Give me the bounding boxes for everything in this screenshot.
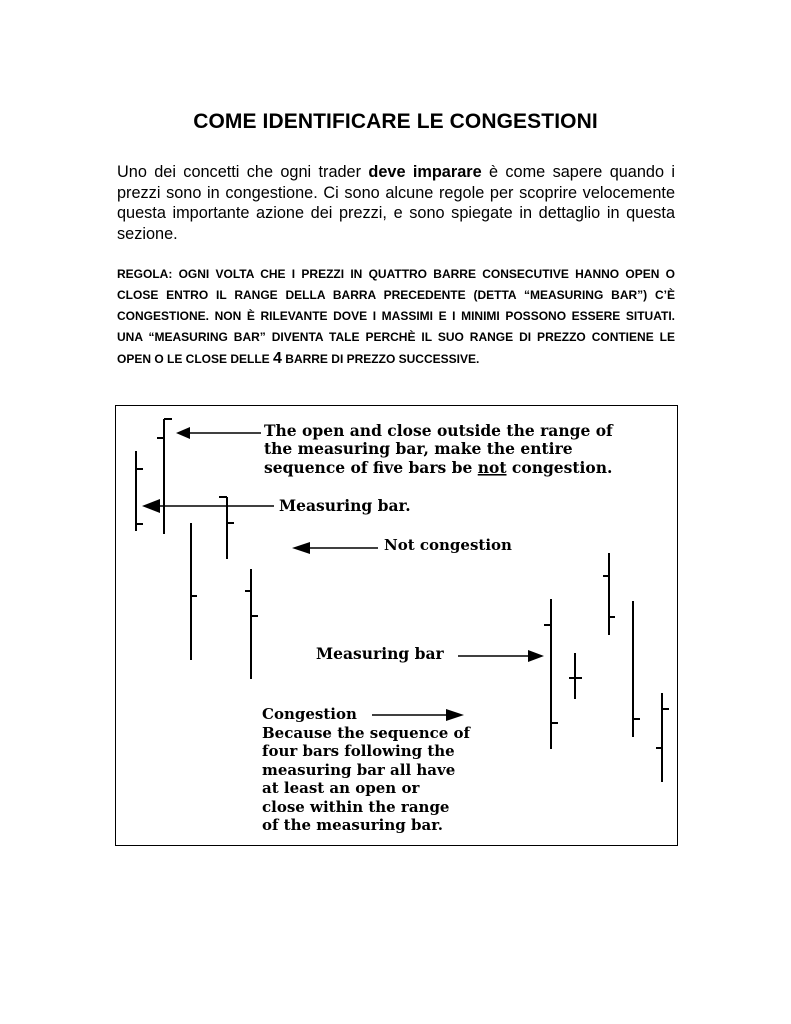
- arrow-congestion: [372, 709, 464, 721]
- intro-paragraph: [117, 162, 675, 244]
- label-congestion-line4: at least an open or: [262, 779, 420, 797]
- figure-diagram: [116, 406, 677, 845]
- price-bar-r2: [569, 653, 582, 699]
- label-open-close-line1: The open and close outside the range of: [264, 421, 613, 440]
- arrow-measuring-bar-top: [142, 499, 274, 513]
- page-title: COME IDENTIFICARE LE CONGESTIONI: [193, 110, 598, 133]
- rule-text: REGOLA: OGNI VOLTA CHE I PREZZI IN QUATTRO BARRE CONSECUTIVE HANNO OPEN O CLOSE ENTRO IL RANGE DELLA BARRA PRECEDENTE (DETTA “MEASURING BAR”) C’È CONGESTIONE. NON È RILEVANTE DOVE I MASSIMI E I MINIMI POSSONO ESSERE SITUATI. UNA “MEASURING BAR” DIVENTA TALE PERCHÈ IL SUO RANGE DI PREZZO CONTIENE LE OPEN O LE CLOSE DELLE: [117, 267, 675, 366]
- congestion-figure: [115, 405, 678, 846]
- price-bar-3: [191, 523, 197, 660]
- price-bar-5: [245, 569, 258, 679]
- price-bar-top: [157, 419, 172, 534]
- price-bar-r5: [656, 693, 669, 782]
- label-open-close-line3-a: sequence of five bars be: [264, 458, 478, 477]
- rule-number: 4: [273, 350, 282, 367]
- price-bar-r4: [633, 601, 640, 737]
- label-congestion-line1: Because the sequence of: [262, 724, 470, 742]
- rule-end: BARRE DI PREZZO SUCCESSIVE.: [281, 352, 480, 366]
- label-open-close-not: not: [477, 458, 507, 477]
- figure-labels: [262, 421, 614, 834]
- measuring-bar-right: [544, 599, 558, 749]
- rule-paragraph: [117, 264, 675, 370]
- price-bar-r3: [603, 553, 615, 635]
- intro-bold-text: deve imparare: [368, 163, 482, 181]
- label-measuring-bar-top: Measuring bar.: [279, 496, 411, 515]
- label-open-close-line3: [264, 458, 612, 477]
- label-congestion-line5: close within the range: [262, 798, 450, 816]
- price-bar-1: [136, 451, 143, 531]
- label-congestion-line6: of the measuring bar.: [262, 816, 443, 834]
- arrow-measuring-bar-right: [458, 650, 544, 662]
- label-measuring-bar-right: Measuring bar: [316, 644, 444, 663]
- arrow-open-close: [176, 427, 261, 439]
- label-congestion-line3: measuring bar all have: [262, 761, 456, 779]
- arrow-not-congestion: [292, 542, 378, 554]
- label-congestion-title: Congestion: [262, 705, 357, 723]
- label-open-close-line3-b: congestion.: [506, 458, 613, 477]
- intro-text-1: Uno dei concetti che ogni trader: [117, 163, 369, 181]
- label-not-congestion: Not congestion: [384, 536, 512, 554]
- intro-text-2: è come sapere quando i prezzi sono in congestione. Ci sono alcune regole per scoprire velocemente questa importante azione dei prezzi, e sono spiegate in dettaglio in questa sezione.: [117, 163, 675, 243]
- label-congestion-line2: four bars following the: [262, 742, 455, 760]
- label-open-close-line2: the measuring bar, make the entire: [264, 439, 573, 458]
